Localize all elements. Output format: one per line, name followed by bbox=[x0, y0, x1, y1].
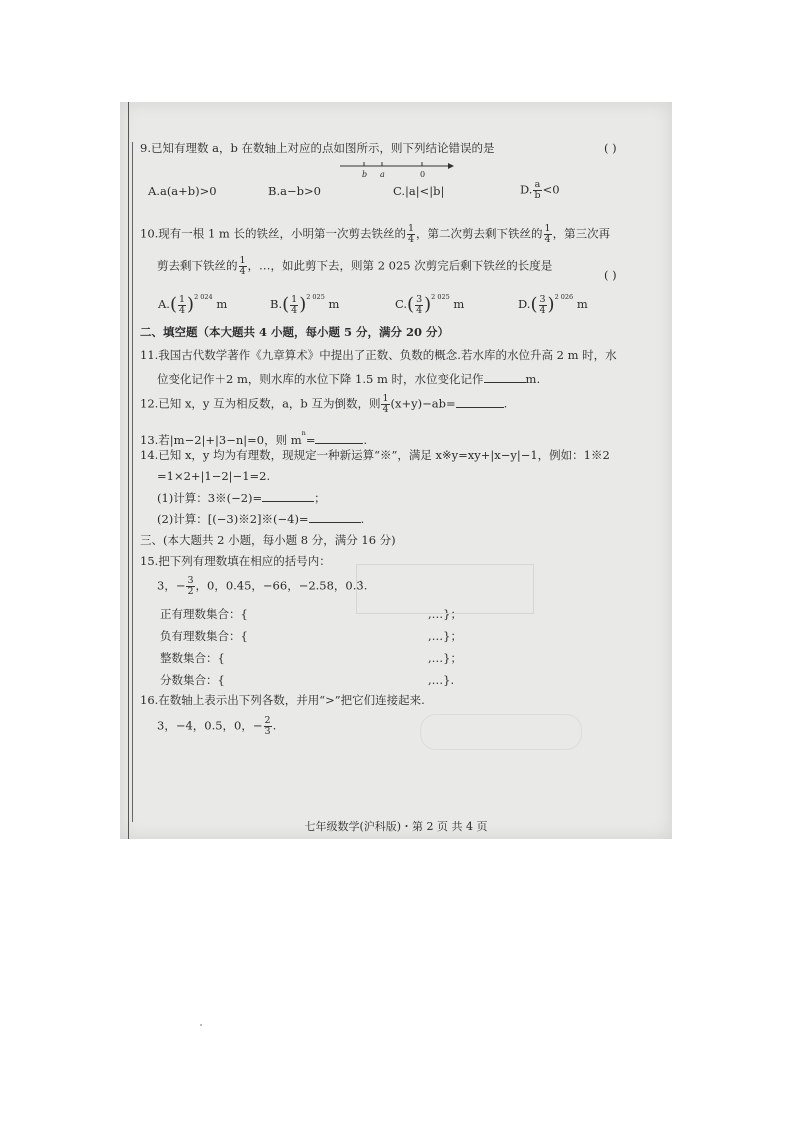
q14-sub2 bbox=[157, 512, 364, 526]
q11-line2-a: 位变化记作＋2 m，则水库的水位下降 1.5 m 时，水位变化记作 bbox=[157, 372, 484, 386]
q10-answer-paren: ( ) bbox=[604, 268, 617, 282]
q10-frac-3-den: 4 bbox=[239, 266, 246, 277]
q10-c-unit: m bbox=[453, 297, 465, 311]
q10-frac-2-num: 1 bbox=[544, 223, 551, 234]
q14-sub1 bbox=[157, 491, 326, 505]
q10-option-d: D.( $\frac{3}{4}$ )$^{2 026}$ m bbox=[518, 293, 588, 316]
q14-sub2-blank[interactable] bbox=[309, 512, 361, 523]
q10-line2-a: 剪去剩下铁丝的 bbox=[157, 258, 238, 273]
q10-c-label: C. bbox=[395, 297, 408, 311]
q16-nums-b: . bbox=[272, 718, 277, 733]
q15-numbers bbox=[157, 576, 367, 597]
q10-frac-3 bbox=[239, 256, 247, 277]
q13-blank[interactable] bbox=[315, 433, 363, 444]
q10-option-c: C.( $\frac{3}{4}$ )$^{2 025}$ m bbox=[395, 293, 465, 316]
q10-line2 bbox=[157, 256, 552, 277]
q10-c-num: 3 bbox=[416, 293, 423, 305]
section-3-heading: 三、(本大题共 2 小题，每小题 8 分，满分 16 分) bbox=[140, 533, 396, 547]
q10-d-exp: 2 026 bbox=[554, 293, 574, 301]
q15-set-fraction-tail: ,…}. bbox=[428, 673, 455, 687]
q9-d-fraction bbox=[533, 180, 541, 201]
q10-line1-a: 10.现有一根 1 m 长的铁丝，小明第一次剪去铁丝的 bbox=[140, 226, 406, 241]
q16-numbers bbox=[157, 716, 276, 737]
q16-den: 3 bbox=[264, 726, 271, 737]
q10-frac-3-num: 1 bbox=[239, 255, 246, 266]
q9-answer-paren: ( ) bbox=[604, 141, 617, 155]
q10-d-den: 4 bbox=[539, 304, 546, 316]
q14-line1: 14.已知 x，y 均为有理数，现规定一种新运算“※”，满足 x※y=xy+|x−y|−1，例如：1※2 bbox=[140, 448, 610, 462]
q14-sub1-text: (1)计算：3※(−2)= bbox=[157, 491, 263, 505]
q11-blank[interactable] bbox=[484, 372, 526, 383]
q16-num: 2 bbox=[264, 715, 271, 726]
binding-line bbox=[128, 102, 129, 839]
q9-d-suffix: <0 bbox=[542, 182, 560, 197]
q9-d-den: b bbox=[534, 190, 541, 201]
q15-set-fraction: 分数集合：{ bbox=[160, 673, 225, 687]
q9-option-a: A.a(a+b)>0 bbox=[148, 184, 217, 198]
q10-b-unit: m bbox=[328, 297, 340, 311]
q10-c-exp: 2 025 bbox=[431, 293, 450, 301]
axis-label-0: 0 bbox=[420, 170, 426, 179]
q15-set-integer: 整数集合：{ bbox=[160, 651, 225, 665]
q15-den: 2 bbox=[187, 586, 194, 597]
q12-end: . bbox=[503, 396, 508, 411]
q11-line1: 11.我国古代数学著作《九章算术》中提出了正数、负数的概念.若水库的水位升高 2 m 时，水 bbox=[140, 348, 617, 362]
q13-end: . bbox=[363, 433, 368, 447]
q9-option-c: C.|a|<|b| bbox=[393, 184, 445, 198]
q10-a-den: 4 bbox=[179, 304, 186, 316]
q15-set-integer-tail: ,…}； bbox=[428, 651, 462, 665]
q10-frac-2-den: 4 bbox=[544, 234, 551, 245]
q15-set-negative-tail: ,…}； bbox=[428, 629, 462, 643]
q14-sub1-end: ； bbox=[314, 491, 326, 505]
scanned-exam-page bbox=[120, 102, 672, 839]
q10-c-den: 4 bbox=[416, 304, 423, 316]
q10-b-label: B. bbox=[270, 297, 283, 311]
q10-a-label: A. bbox=[158, 297, 170, 311]
section-2-heading: 二、填空题（本大题共 4 小题，每小题 5 分，满分 20 分） bbox=[140, 325, 450, 339]
q11-line2-b: m. bbox=[525, 372, 541, 386]
q13-b: = bbox=[305, 433, 316, 447]
q9-option-b: B.a−b>0 bbox=[268, 184, 321, 198]
q10-frac-1 bbox=[407, 224, 415, 245]
q10-option-b: B.( $\frac{1}{4}$ )$^{2 025}$ m bbox=[270, 293, 340, 316]
q10-b-num: 1 bbox=[291, 293, 298, 305]
q10-a-exp: 2 024 bbox=[194, 293, 213, 301]
axis-label-a: a bbox=[380, 170, 385, 179]
q12 bbox=[140, 394, 507, 415]
q12-b: (x+y)−ab= bbox=[390, 396, 456, 411]
q10-d-num: 3 bbox=[539, 293, 546, 305]
q10-d-unit: m bbox=[576, 297, 588, 311]
q13 bbox=[140, 426, 367, 447]
bleed-through-box bbox=[356, 564, 534, 614]
q10-d-label: D. bbox=[518, 297, 531, 311]
stray-dot bbox=[200, 1024, 202, 1026]
q13-sup: n bbox=[301, 429, 306, 437]
q15-num: 3 bbox=[187, 575, 194, 586]
axis-label-b: b bbox=[362, 170, 368, 179]
q14-sub2-end: . bbox=[360, 512, 365, 526]
q14-sub1-blank[interactable] bbox=[262, 491, 314, 502]
q10-a-num: 1 bbox=[179, 293, 186, 305]
q12-num: 1 bbox=[382, 393, 389, 404]
q10-frac-2 bbox=[544, 224, 552, 245]
q14-line2: =1×2+|1−2|−1=2. bbox=[157, 469, 271, 483]
page-footer: 七年级数学(沪科版)・第 2 页 共 4 页 bbox=[304, 820, 488, 833]
margin-line bbox=[132, 142, 133, 822]
q15-set-negative: 负有理数集合：{ bbox=[160, 629, 248, 643]
q10-b-den: 4 bbox=[291, 304, 298, 316]
q15-stem: 15.把下列有理数填在相应的括号内： bbox=[140, 554, 331, 568]
q15-set-positive-tail: ,…}； bbox=[428, 607, 462, 621]
q12-a: 12.已知 x，y 互为相反数，a，b 互为倒数，则 bbox=[140, 396, 381, 411]
bleed-through-box-2 bbox=[420, 714, 582, 750]
q15-nums-b: ，0，0.45，−66，−2.58，0.3̇. bbox=[195, 578, 368, 593]
q12-blank[interactable] bbox=[456, 397, 504, 408]
q9-d-prefix: D. bbox=[520, 182, 533, 197]
q10-line1-c: ，第三次再 bbox=[552, 226, 611, 241]
q10-frac-1-num: 1 bbox=[407, 223, 415, 234]
q10-option-a: A.( $\frac{1}{4}$ )$^{2 024}$ m bbox=[158, 293, 228, 316]
q10-line2-b: ，…，如此剪下去，则第 2 025 次剪完后剩下铁丝的长度是 bbox=[247, 258, 553, 273]
q15-nums-a: 3，− bbox=[157, 578, 186, 593]
q9-option-d bbox=[520, 180, 560, 201]
q10-b-exp: 2 025 bbox=[306, 293, 325, 301]
q11-line2 bbox=[157, 372, 540, 386]
q13-a: 13.若|m−2|+|3−n|=0，则 m bbox=[140, 433, 302, 447]
q9-number-line bbox=[338, 158, 456, 180]
q10-line1 bbox=[140, 224, 610, 245]
q14-sub2-text: (2)计算：[(−3)※2]※(−4)= bbox=[157, 512, 309, 526]
q16-stem: 16.在数轴上表示出下列各数，并用“>”把它们连接起来. bbox=[140, 693, 425, 707]
q10-line1-b: ，第二次剪去剩下铁丝的 bbox=[416, 226, 543, 241]
q9-d-num: a bbox=[534, 179, 541, 190]
q10-frac-1-den: 4 bbox=[407, 234, 415, 245]
q10-a-unit: m bbox=[216, 297, 228, 311]
q16-nums-a: 3，−4，0.5，0，− bbox=[157, 718, 263, 733]
q12-den: 4 bbox=[382, 404, 389, 415]
q9-stem: 9.已知有理数 a，b 在数轴上对应的点如图所示，则下列结论错误的是 bbox=[140, 141, 495, 155]
q15-set-positive: 正有理数集合：{ bbox=[160, 607, 248, 621]
